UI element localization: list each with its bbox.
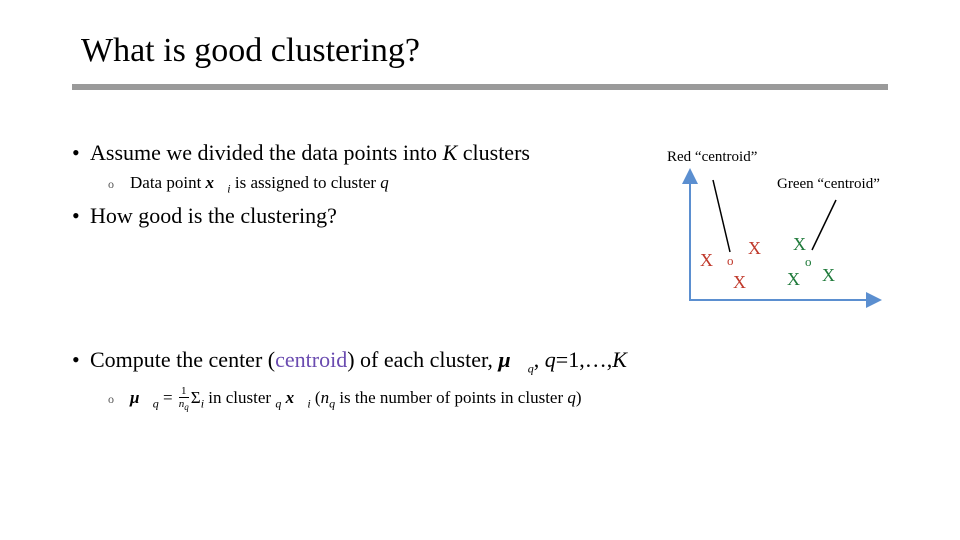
green-point: X — [793, 234, 806, 254]
mu-vector: μ⃗ — [498, 347, 528, 372]
bullet-dot: • — [72, 140, 80, 165]
bullet-dot: • — [72, 203, 80, 228]
bullet-assume: • Assume we divided the data points into K clusters — [72, 140, 530, 165]
green-centroid-pointer — [812, 200, 836, 250]
green-centroid: o — [805, 254, 812, 269]
subbullet-marker: o — [108, 177, 114, 191]
subbullet-centroid-formula: o $\mu⃗_q$ = 1 $n_q\Sigma_i$ in cluster $_q$ $x⃗_i$ ($n_q$ is the number of points in cluster q) — [108, 385, 582, 413]
red-point: X — [733, 272, 746, 292]
red-centroid-label: Red “centroid” — [667, 149, 758, 165]
red-centroid-pointer — [713, 180, 730, 252]
fraction: 1 $n_q$ — [178, 385, 189, 413]
mu-vector: μ⃗ — [130, 388, 153, 407]
sigma-symbol: Σ — [190, 388, 201, 407]
x-vector: x⃗ — [281, 388, 308, 407]
green-centroid-label: Green “centroid” — [777, 176, 880, 192]
red-point: X — [700, 250, 713, 270]
slide-title: What is good clustering? — [81, 32, 420, 69]
title-underline — [72, 84, 888, 90]
subbullet-assignment: o Data point $x⃗_i$ is assigned to cluster q — [108, 173, 389, 196]
red-centroid: o — [727, 253, 734, 268]
bullet-how-good: • How good is the clustering? — [72, 203, 337, 228]
green-point: X — [822, 265, 835, 285]
centroid-term: centroid — [275, 347, 348, 372]
k-symbol: K — [442, 140, 458, 165]
green-point: X — [787, 269, 800, 289]
bullet-dot: • — [72, 347, 80, 372]
bullet-compute-center: • Compute the center (centroid) of each cluster, $\mu⃗_q$, q=1,…,K — [72, 347, 627, 376]
x-vector: x⃗ — [205, 173, 228, 192]
subbullet-marker: o — [108, 392, 114, 406]
red-point: X — [748, 238, 761, 258]
